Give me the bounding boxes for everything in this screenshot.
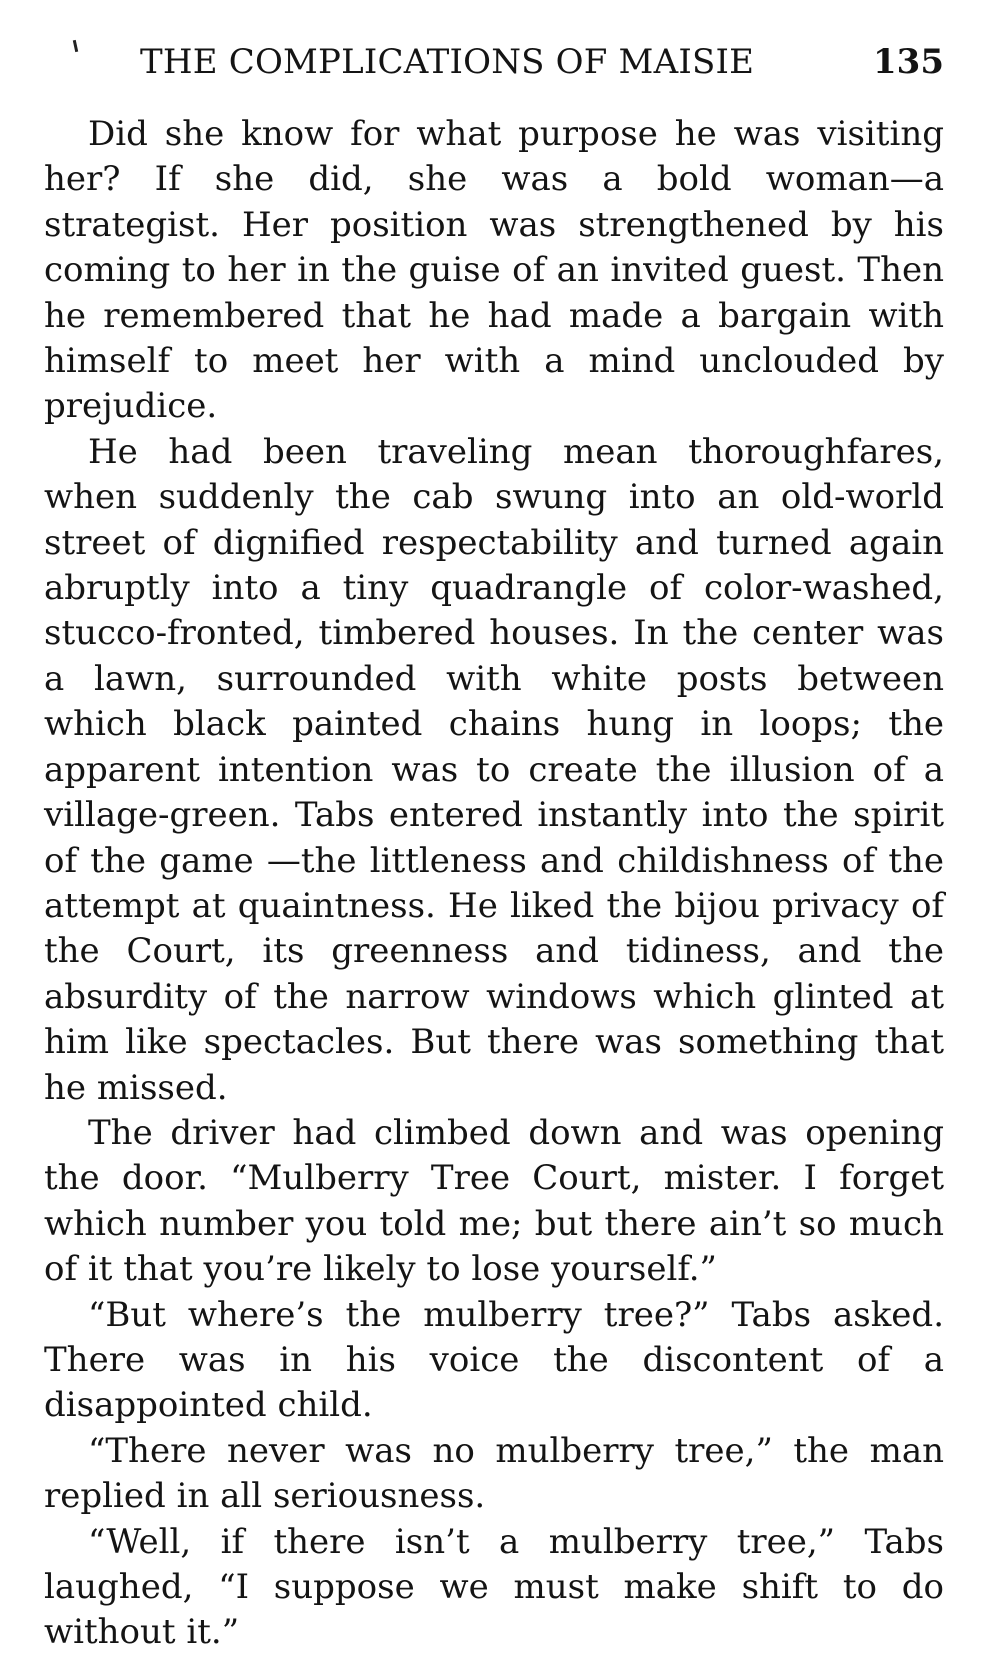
paragraph: Did she know for what purpose he was visiting her? If she did, she was a bold woman—a strategist. Her position was strengthened by his coming to her in the guise of an invited guest. Then he remembered that he had made a bargain with himself to meet her with a mind unclouded by prejudice. <box>44 114 944 427</box>
paragraph: The driver had climbed down and was opening the door. “Mulberry Tree Court, mister. I forget which number you told me; but there ain’t so much of it that you’re likely to lose yourself.” <box>44 1112 944 1290</box>
running-head <box>44 42 944 86</box>
paragraph: “But where’s the mulberry tree?” Tabs asked. There was in his voice the discontent of a disappointed child. <box>44 1294 944 1426</box>
page-number: 135 <box>873 42 944 82</box>
running-title: THE COMPLICATIONS OF MAISIE <box>140 42 755 82</box>
paragraph: He had been traveling mean thoroughfares, when suddenly the cab swung into an old-world street of dignified respectability and turned again abruptly into a tiny quadrangle of color-washed, stucco-fronted, timbered houses. In the center was a lawn, surrounded with white posts between which black painted chains hung in loops; the apparent intention was to create the illusion of a village-green. Tabs entered instantly into the spirit of the game —the littleness and childishness of the attempt at quaintness. He liked the bijou privacy of the Court, its greenness and tidiness, and the absurdity of the narrow windows which glinted at him like spectacles. But there was something that he missed. <box>44 431 944 1108</box>
paragraph: “There never was no mulberry tree,” the man replied in all seriousness. <box>44 1430 944 1517</box>
paragraph: “Well, if there isn’t a mulberry tree,” Tabs laughed, “I suppose we must make shift to do without it.” <box>44 1521 944 1653</box>
body-text <box>44 112 944 1656</box>
